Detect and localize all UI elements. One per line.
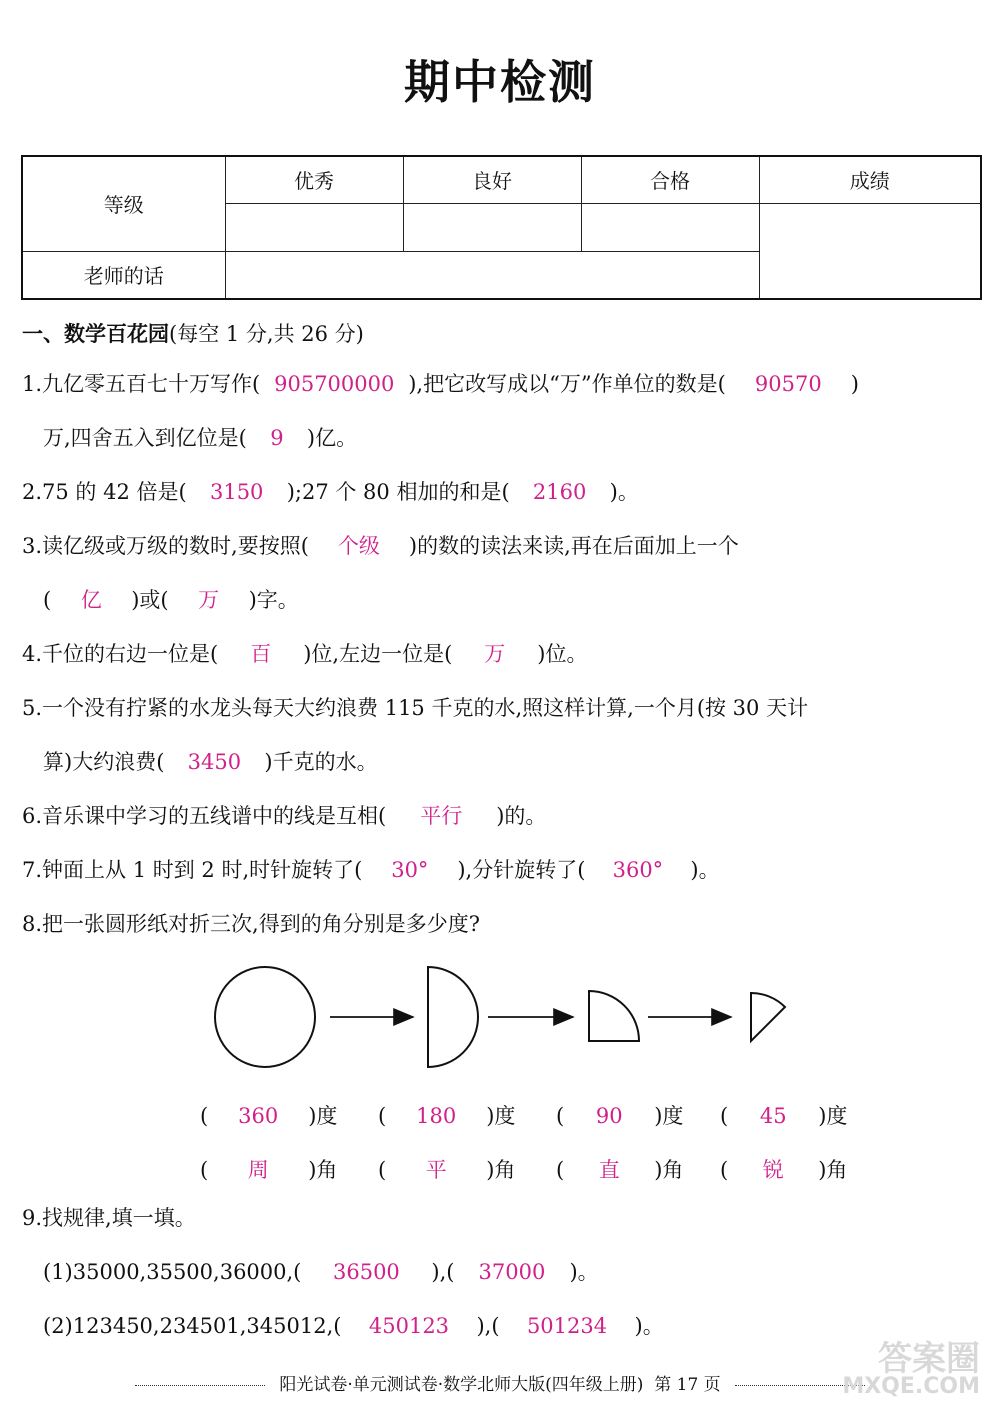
section-header: [22, 318, 364, 348]
footer-text: 阳光试卷·单元测试卷·数学北师大版(四年级上册): [279, 1375, 644, 1395]
page-title: 期中检测: [404, 55, 596, 109]
q2-answer-2: 2160: [532, 480, 587, 504]
q3-text-c: (: [43, 588, 52, 612]
q9-p2-text: (2)123450,234501,345012,(: [43, 1314, 342, 1338]
q5-text-c: )千克的水。: [264, 750, 378, 774]
q3-line2: [43, 590, 299, 611]
q6-line: [22, 806, 546, 827]
q9-part1: [43, 1262, 599, 1283]
q3-answer-1: 个级: [337, 534, 380, 558]
q4-answer-2: 万: [484, 642, 506, 666]
q9-p1-end: )。: [569, 1260, 599, 1284]
q8-angle-2: ( 平 )角: [378, 1154, 515, 1184]
q8-angle-answer-2: 平: [425, 1158, 447, 1182]
q3-text-e: )字。: [248, 588, 299, 612]
q6-text-b: )的。: [496, 804, 547, 828]
q9-line: 9.找规律,填一填。: [22, 1206, 196, 1230]
semicircle-shape: [428, 967, 478, 1067]
q7-text-b: ),分针旋转了(: [457, 858, 586, 882]
q1-text-b: ),把它改写成以“万”作单位的数是(: [408, 372, 726, 396]
q9-p2-answer-2: 501234: [526, 1314, 608, 1338]
q9-p2-answer-1: 450123: [368, 1314, 450, 1338]
eighth-circle-shape: [751, 993, 785, 1041]
q8-angle-1: ( 周 )角: [200, 1154, 337, 1184]
q3-answer-3: 万: [198, 588, 220, 612]
q9-p1-answer-1: 36500: [332, 1260, 400, 1284]
page-footer: [30, 1370, 970, 1395]
q9-p1-text: (1)35000,35500,36000,(: [43, 1260, 302, 1284]
q7-text-c: )。: [690, 858, 720, 882]
watermark-line2: MXQE.COM: [842, 1374, 980, 1399]
q8-degree-4: ( 45 )度: [720, 1104, 848, 1128]
q5-answer-1: 3450: [187, 750, 242, 774]
grade-pass-header: 合格: [581, 156, 759, 203]
q6-text-a: 6.音乐课中学习的五线谱中的线是互相(: [22, 804, 387, 828]
q2-answer-1: 3150: [209, 480, 264, 504]
grade-table: [21, 155, 982, 300]
q8-degree-1: ( 360 )度: [200, 1104, 338, 1128]
teacher-comment-cell[interactable]: [225, 251, 759, 299]
section-note: (每空 1 分,共 26 分): [169, 322, 364, 346]
q2-text-c: )。: [609, 480, 639, 504]
q1-answer-1: 905700000: [274, 372, 395, 396]
q3-line1: [22, 536, 739, 557]
q3-text-a: 3.读亿级或万级的数时,要按照(: [22, 534, 309, 558]
grade-score-header: 成绩: [759, 156, 981, 203]
grade-level-label: 等级: [22, 156, 225, 251]
q1-text-e: )亿。: [306, 426, 358, 450]
paper-folding-diagram: [0, 955, 1000, 1075]
q2-text-b: );27 个 80 相加的和是(: [286, 480, 510, 504]
q7-text-a: 7.钟面上从 1 时到 2 时,时针旋转了(: [22, 858, 363, 882]
q5-line1: 5.一个没有拧紧的水龙头每天大约浪费 115 千克的水,照这样计算,一个月(按 30 天计: [22, 696, 809, 720]
q9-p2-mid: ),(: [476, 1314, 500, 1338]
watermark: [842, 1339, 980, 1399]
q3-text-b: )的数的读法来读,再在后面加上一个: [408, 534, 739, 558]
q5-text-b: 算)大约浪费(: [43, 750, 165, 774]
q1-answer-2: 90570: [754, 372, 822, 396]
q7-answer-1: 30°: [391, 858, 429, 882]
q6-answer-1: 平行: [420, 804, 463, 828]
q4-text-a: 4.千位的右边一位是(: [22, 642, 219, 666]
q9-part2: [43, 1316, 664, 1337]
q2-line: [22, 482, 639, 503]
q8-degree-answer-1: 360: [238, 1104, 279, 1128]
q5-line2: [43, 752, 378, 773]
q9-p1-mid: ),(: [431, 1260, 455, 1284]
q8-angle-answer-1: 周: [247, 1158, 269, 1182]
q4-line: [22, 644, 588, 665]
q7-answer-2: 360°: [612, 858, 664, 882]
q1-answer-3: 9: [270, 426, 284, 450]
watermark-line1: 答案圈: [878, 1339, 980, 1379]
q8-angle-4: ( 锐 )角: [720, 1154, 847, 1184]
q1-line2: [43, 428, 357, 449]
page-number: 第 17 页: [654, 1375, 721, 1395]
q8-degree-answer-4: 45: [759, 1104, 787, 1128]
q8-angle-3: ( 直 )角: [556, 1154, 683, 1184]
grade-pass-cell[interactable]: [581, 203, 759, 251]
q4-answer-1: 百: [250, 642, 272, 666]
q7-line: [22, 860, 720, 881]
quarter-circle-shape: [589, 991, 639, 1041]
grade-excellent-header: 优秀: [225, 156, 403, 203]
q2-text-a: 2.75 的 42 倍是(: [22, 480, 187, 504]
q1-text-d: 万,四舍五入到亿位是(: [43, 426, 247, 450]
q8-angle-answer-4: 锐: [762, 1158, 784, 1182]
q8-degree-3: ( 90 )度: [556, 1104, 684, 1128]
q4-text-b: )位,左边一位是(: [303, 642, 453, 666]
teacher-comment-label: 老师的话: [22, 251, 225, 299]
q4-text-c: )位。: [537, 642, 588, 666]
q3-answer-2: 亿: [80, 588, 102, 612]
grade-good-cell[interactable]: [403, 203, 581, 251]
q1-text-a: 1.九亿零五百七十万写作(: [22, 372, 261, 396]
grade-good-header: 良好: [403, 156, 581, 203]
q8-line: 8.把一张圆形纸对折三次,得到的角分别是多少度?: [22, 912, 480, 936]
full-circle-shape: [215, 967, 315, 1067]
q8-degree-answer-2: 180: [416, 1104, 457, 1128]
q9-p1-answer-2: 37000: [478, 1260, 546, 1284]
grade-excellent-cell[interactable]: [225, 203, 403, 251]
footer-rule-left: [135, 1385, 265, 1386]
q1-text-c: ): [850, 372, 859, 396]
q9-p2-end: )。: [634, 1314, 664, 1338]
q1-line1: [22, 374, 859, 395]
q8-degree-answer-3: 90: [595, 1104, 623, 1128]
section-title: 一、数学百花园: [22, 322, 169, 346]
grade-score-cell[interactable]: [759, 203, 981, 299]
q8-degree-2: ( 180 )度: [378, 1104, 516, 1128]
q3-text-d: )或(: [131, 588, 169, 612]
q8-angle-answer-3: 直: [598, 1158, 620, 1182]
